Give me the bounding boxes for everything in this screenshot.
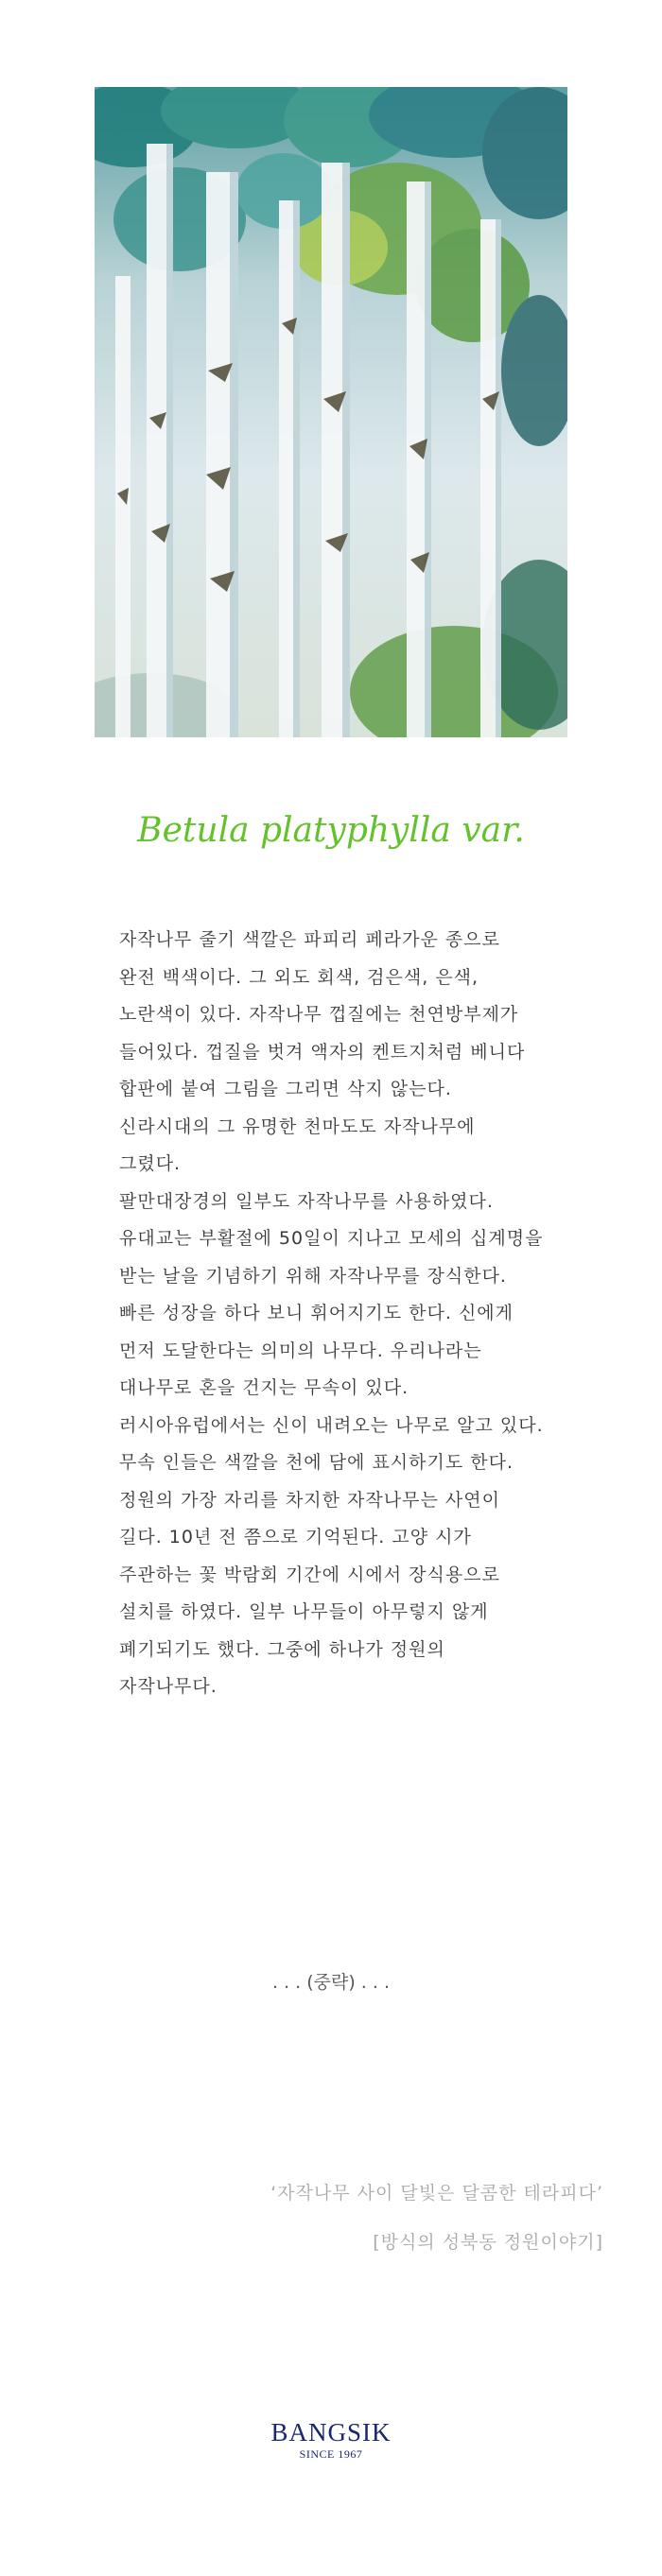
essay-line: 정원의 가장 자리를 차지한 자작나무는 사연이	[119, 1489, 500, 1511]
essay-line: 유대교는 부활절에 50일이 지나고 모세의 십계명을	[119, 1228, 544, 1249]
essay-line: 합판에 붙여 그림을 그리면 삭지 않는다.	[119, 1079, 452, 1099]
essay-line: 완전 백색이다. 그 외도 회색, 검은색, 은색,	[119, 966, 479, 988]
essay-line: 노란색이 있다. 자작나무 껍질에는 천연방부제가	[119, 1004, 519, 1025]
logo-name: BANGSIK	[270, 2418, 392, 2446]
essay-line: 빠른 성장을 하다 보니 휘어지기도 한다. 신에게	[119, 1303, 514, 1323]
essay-line: 대나무로 혼을 건지는 무속이 있다.	[119, 1377, 409, 1398]
essay-body	[119, 922, 611, 1706]
essay-line: 주관하는 꽃 박람회 기간에 시에서 장식용으로	[119, 1564, 500, 1585]
essay-line: 설치를 하였다. 일부 나무들이 아무렇지 않게	[119, 1601, 489, 1622]
essay-line: 받는 날을 기념하기 위해 자작나무를 장식한다.	[119, 1265, 507, 1287]
source-citation: [방식의 성북동 정원이야기]	[373, 2232, 603, 2253]
essay-line: 길다. 10년 전 쯤으로 기억된다. 고양 시가	[119, 1527, 472, 1547]
logo-since: SINCE 1967	[299, 2447, 363, 2461]
essay-line: 자작나무다.	[119, 1676, 218, 1697]
essay-line: 들어있다. 껍질을 벗겨 액자의 켄트지처럼 베니다	[119, 1041, 526, 1063]
species-title: Betula platyphylla var.	[137, 811, 525, 850]
essay-line: 러시아유럽에서는 신이 내려오는 나무로 알고 있다.	[119, 1414, 544, 1436]
essay-line: 먼저 도달한다는 의미의 나무다. 우리나라는	[119, 1340, 482, 1361]
essay-line: 신라시대의 그 유명한 천마도도 자작나무에	[119, 1115, 476, 1137]
essay-line: 자작나무 줄기 색깔은 파피리 페라가운 종으로	[119, 929, 500, 950]
essay-line: 폐기되기도 했다. 그중에 하나가 정원의	[119, 1638, 445, 1660]
closing-quote: ‘자작나무 사이 달빛은 달콤한 테라피다’	[270, 2183, 603, 2204]
birch-forest-watercolor	[95, 87, 567, 737]
essay-line: 팔만대장경의 일부도 자작나무를 사용하였다.	[119, 1190, 494, 1212]
essay-line: 무속 인들은 색깔을 천에 담에 표시하기도 한다.	[119, 1452, 514, 1473]
omission-marker: . . . (중략) . . .	[271, 1972, 390, 1993]
essay-line: 그렸다.	[119, 1153, 182, 1174]
brand-logo	[0, 2419, 662, 2462]
